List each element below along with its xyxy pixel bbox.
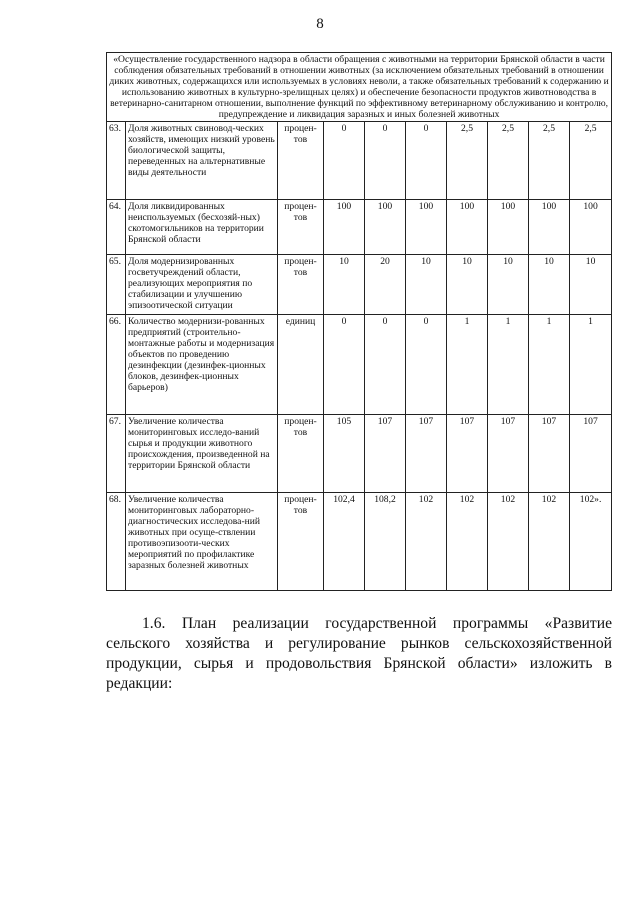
unit-cell: единиц (278, 315, 324, 415)
section-header-text: «Осуществление государственного надзора в области обращения с животными на территории Брянской области в части соблюдения обязательных требований в отношении животных (за исключением обязательных требований в отношении диких животных, содержащихся или используемых в условиях неволи, а также обязательных требований к содержанию и использованию животных в культурно-зрелищных целях) и обеспечение безопасности продуктов животноводства в ветеринарно-санитарном отношении, выполнение функций по эффективному ветеринарному обслуживанию и контролю, предупреждение и ликвидация заразных и иных болезней животных (107, 53, 612, 122)
table-section-header-row (107, 53, 612, 122)
value-cell: 102». (570, 493, 612, 591)
value-cell: 100 (324, 200, 365, 255)
unit-cell: процен-тов (278, 255, 324, 315)
value-cell: 2,5 (488, 122, 529, 200)
value-cell: 107 (529, 415, 570, 493)
value-cell: 1 (529, 315, 570, 415)
value-cell: 0 (324, 315, 365, 415)
table-row (107, 200, 612, 255)
value-cell: 102 (529, 493, 570, 591)
value-cell: 100 (406, 200, 447, 255)
value-cell: 107 (406, 415, 447, 493)
value-cell: 10 (529, 255, 570, 315)
indicators-table (106, 52, 612, 591)
unit-cell: процен-тов (278, 200, 324, 255)
value-cell: 2,5 (447, 122, 488, 200)
value-cell: 20 (365, 255, 406, 315)
indicator-name: Доля ликвидированных неиспользуемых (бесхозяй-ных) скотомогильников на территории Брянской области (126, 200, 278, 255)
value-cell: 0 (406, 122, 447, 200)
value-cell: 102 (447, 493, 488, 591)
value-cell: 100 (529, 200, 570, 255)
value-cell: 100 (488, 200, 529, 255)
value-cell: 2,5 (529, 122, 570, 200)
unit-cell: процен-тов (278, 493, 324, 591)
row-number: 65. (107, 255, 126, 315)
value-cell: 107 (488, 415, 529, 493)
value-cell: 100 (570, 200, 612, 255)
value-cell: 102 (406, 493, 447, 591)
row-number: 66. (107, 315, 126, 415)
value-cell: 102 (488, 493, 529, 591)
indicator-name: Доля модернизированных госветучреждений области, реализующих мероприятия по стабилизации и улучшению эпизоотической ситуации (126, 255, 278, 315)
value-cell: 100 (365, 200, 406, 255)
value-cell: 0 (365, 122, 406, 200)
value-cell: 10 (406, 255, 447, 315)
value-cell: 1 (570, 315, 612, 415)
page-number: 8 (316, 16, 324, 32)
value-cell: 10 (570, 255, 612, 315)
indicator-name: Доля животных свиновод-ческих хозяйств, имеющих низкий уровень биологической защиты, переведенных на альтернативные виды деятельности (126, 122, 278, 200)
unit-cell: процен-тов (278, 122, 324, 200)
indicator-name: Увеличение количества мониторинговых исследо-ваний сырья и продукции животного происхождения, произведенной на территории Брянской области (126, 415, 278, 493)
indicator-name: Увеличение количества мониторинговых лабораторно-диагностических исследова-ний животных при осуще-ствлении противоэпизооти-ческих мероприятий по профилактике заразных болезней животных (126, 493, 278, 591)
value-cell: 0 (324, 122, 365, 200)
value-cell: 0 (406, 315, 447, 415)
table-row (107, 122, 612, 200)
value-cell: 107 (447, 415, 488, 493)
row-number: 63. (107, 122, 126, 200)
value-cell: 10 (447, 255, 488, 315)
value-cell: 10 (488, 255, 529, 315)
table-row (107, 315, 612, 415)
value-cell: 0 (365, 315, 406, 415)
value-cell: 1 (488, 315, 529, 415)
row-number: 67. (107, 415, 126, 493)
row-number: 68. (107, 493, 126, 591)
value-cell: 108,2 (365, 493, 406, 591)
value-cell: 100 (447, 200, 488, 255)
value-cell: 10 (324, 255, 365, 315)
closing-paragraph: 1.6. План реализации государственной программы «Развитие сельского хозяйства и регулирование рынков сельскохозяйственной продукции, сырья и продовольствия Брянской области» изложить в редакции: (106, 615, 612, 692)
value-cell: 107 (365, 415, 406, 493)
table-row (107, 255, 612, 315)
value-cell: 107 (570, 415, 612, 493)
value-cell: 102,4 (324, 493, 365, 591)
table-row (107, 493, 612, 591)
value-cell: 2,5 (570, 122, 612, 200)
value-cell: 105 (324, 415, 365, 493)
row-number: 64. (107, 200, 126, 255)
indicator-name: Количество модернизи-рованных предприятий (строительно-монтажные работы и модернизация объектов по проведению дезинфекции (дезинфек-ционных блоков, дезинфек-ционных барьеров) (126, 315, 278, 415)
table-row (107, 415, 612, 493)
value-cell: 1 (447, 315, 488, 415)
unit-cell: процен-тов (278, 415, 324, 493)
